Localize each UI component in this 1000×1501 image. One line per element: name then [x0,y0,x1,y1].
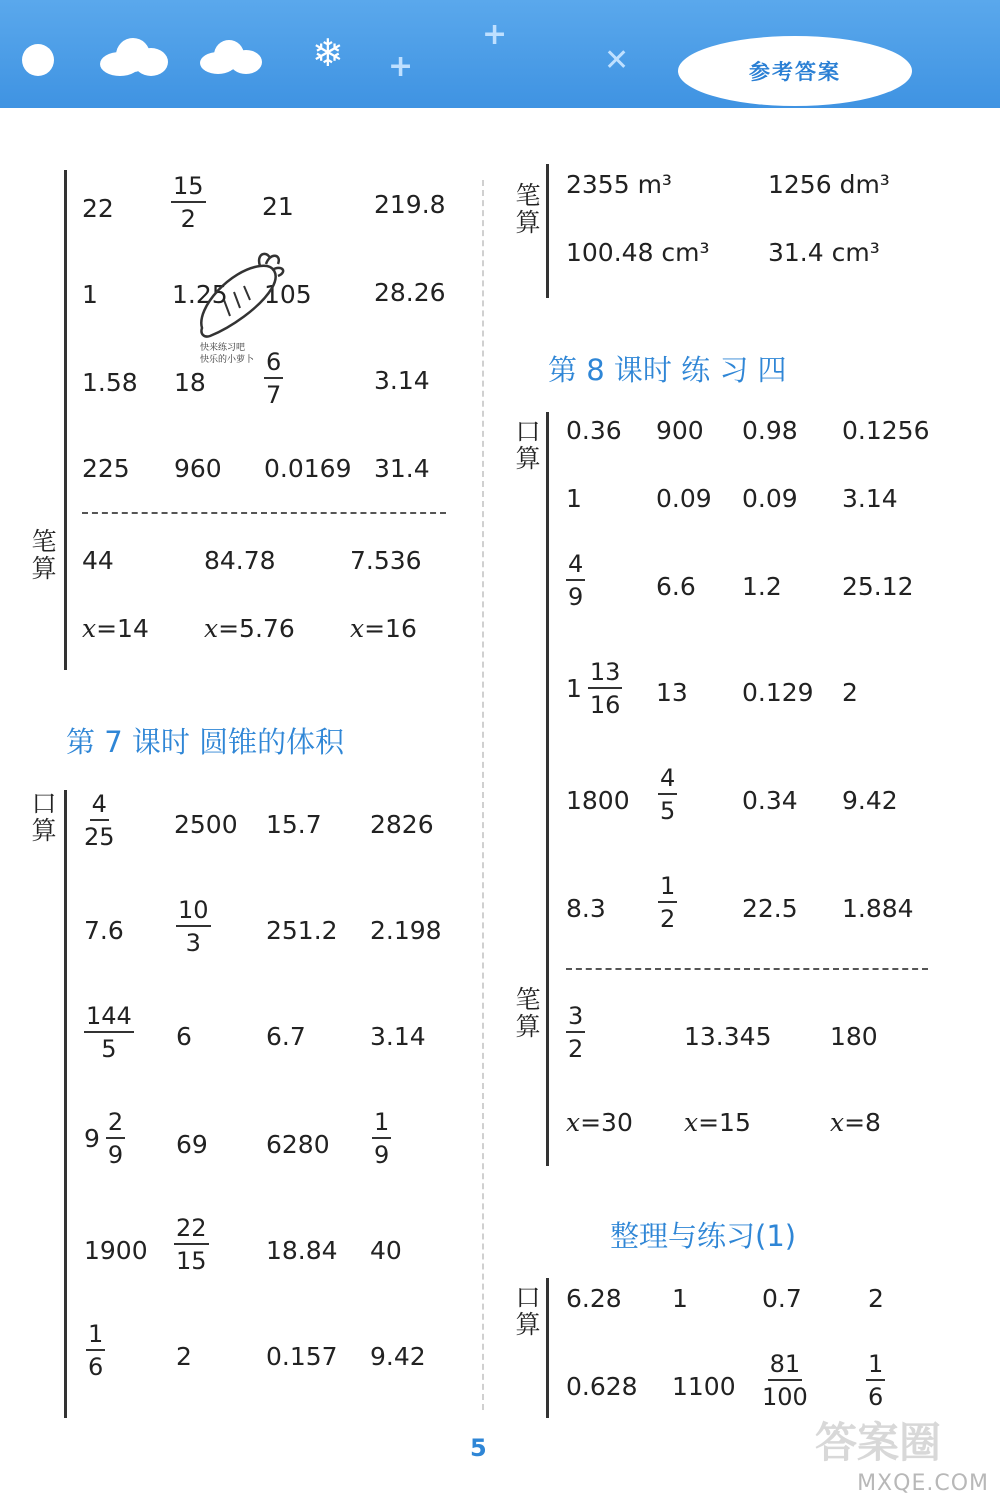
answer-fraction: $\frac{81}{100}$ [762,1350,808,1411]
answer-cell: 1.2 [742,572,782,601]
answer-cell: 0.09 [656,484,712,513]
answer-cell: 2 [868,1284,884,1313]
equation-answer: x=14 [82,614,149,643]
answer-fraction: $\frac{6}{7}$ [266,348,282,409]
answer-cell: 22.5 [742,894,798,923]
header-band [0,0,1000,108]
answer-fraction: $\frac{22}{15}$ [176,1214,207,1275]
watermark-logo: 答案圈 MXQE.COM [815,1418,989,1496]
answer-cell: 1.884 [842,894,914,923]
lesson7-bracket [64,790,67,1418]
answer-cell: 900 [656,416,704,445]
lesson8-title: 第 8 课时 练 习 四 [548,353,787,387]
lesson8-bracket [546,412,549,1166]
column-divider [482,180,484,1410]
answer-cell: 69 [176,1130,208,1159]
answer-cell: 2.198 [370,916,442,945]
kousuan-label: 口算 [28,790,57,844]
answer-cell: 0.09 [742,484,798,513]
answer-cell: 9.42 [842,786,898,815]
answer-cell: 44 [82,546,114,575]
answer-cell: 105 [264,280,312,309]
answer-cell: 0.0169 [264,454,352,483]
answer-cell: 0.129 [742,678,814,707]
cloud-icon [200,38,264,76]
equation-answer: x=5.76 [204,614,295,643]
kousuan-label: 口算 [512,1284,541,1338]
section-divider [566,968,928,970]
answer-cell: 3.14 [374,366,430,395]
answer-cell: 0.1256 [842,416,930,445]
answer-cell: 25.12 [842,572,914,601]
equation-answer: x=30 [566,1108,633,1137]
answer-cell: 22 [82,194,114,223]
answer-cell: 31.4 cm³ [768,238,880,267]
answer-fraction: $\frac{1}{2}$ [660,872,676,933]
equation-answer: x=8 [830,1108,881,1137]
answer-cell: 3.14 [842,484,898,513]
answer-fraction: $\frac{4}{5}$ [660,764,676,825]
answer-cell: 100.48 cm³ [566,238,710,267]
answer-cell: 0.36 [566,416,622,445]
answer-cell: 0.157 [266,1342,338,1371]
equation-answer: x=16 [350,614,417,643]
section-divider [82,512,446,514]
answer-cell: 18.84 [266,1236,338,1265]
answer-cell: 18 [174,368,206,397]
answer-label: 参考答案 [749,60,841,84]
answer-fraction: $\frac{144}{5}$ [86,1002,132,1063]
answer-fraction: $\frac{10}{3}$ [178,896,209,957]
answer-cell: 2 [176,1342,192,1371]
answer-cell: 0.628 [566,1372,638,1401]
answer-cell: 1800 [566,786,630,815]
page-number: 5 [470,1434,487,1462]
answer-fraction: $\frac{1}{6}$ [868,1350,884,1411]
review-bracket [546,1278,549,1418]
lesson7-title: 第 7 课时 圆锥的体积 [66,725,345,759]
plus-icon: + [482,17,508,52]
volume-bracket [546,164,549,298]
answer-cell: 219.8 [374,190,446,219]
plus-icon: + [388,49,414,84]
answer-cell: 180 [830,1022,878,1051]
answer-cell: 1 [566,484,582,513]
answer-cell: 1256 dm³ [768,170,890,199]
answer-cell: 3.14 [370,1022,426,1051]
answer-cell: 0.98 [742,416,798,445]
snowflake-icon: ❄ [312,31,344,75]
answer-cell: 13.345 [684,1022,772,1051]
answer-cell: 1100 [672,1372,736,1401]
answer-cell: 6280 [266,1130,330,1159]
cloud-icon [100,34,170,78]
answer-cell: 1.58 [82,368,138,397]
answer-cell: 0.7 [762,1284,802,1313]
circle-icon [22,44,54,76]
answer-fraction: $\frac{3}{2}$ [568,1002,584,1063]
answer-cell: 7.6 [84,916,124,945]
answer-cell: 1 [672,1284,688,1313]
answer-cell: 2355 m³ [566,170,672,199]
bisuan-label: 笔算 [512,986,541,1040]
answer-cell: 21 [262,192,294,221]
answer-fraction: $\frac{1}{9}$ [374,1108,390,1169]
answer-cell: 1 [82,280,98,309]
answer-cell: 0.34 [742,786,798,815]
answer-cell: 40 [370,1236,402,1265]
answer-cell: 28.26 [374,278,446,307]
review-title: 整理与练习(1) [610,1219,797,1253]
kousuan-label: 口算 [512,418,541,472]
answer-cell: 84.78 [204,546,276,575]
answer-cell: 6.6 [656,572,696,601]
answer-cell: 1900 [84,1236,148,1265]
answer-cell: 1.25 [172,280,228,309]
answer-cell: 2500 [174,810,238,839]
answer-cell: 8.3 [566,894,606,923]
answer-cell: 6.28 [566,1284,622,1313]
answer-cell: 7.536 [350,546,422,575]
carrot-caption: 快来练习吧 快乐的小萝卜 [200,343,255,365]
answer-fraction: $\frac{15}{2}$ [173,172,204,233]
plus-icon: ✕ [604,43,630,78]
left-top-bracket [64,170,67,670]
answer-cell: 960 [174,454,222,483]
answer-cell: 2826 [370,810,434,839]
answer-cell: 9.42 [370,1342,426,1371]
answer-fraction: $\frac{4}{9}$ [568,550,584,611]
answer-cell: 251.2 [266,916,338,945]
answer-badge [678,36,912,106]
answer-fraction: $\frac{4}{25}$ [84,790,115,851]
answer-cell: 225 [82,454,130,483]
equation-answer: x=15 [684,1108,751,1137]
answer-cell: 6.7 [266,1022,306,1051]
answer-cell: 6 [176,1022,192,1051]
answer-fraction: $\frac{1}{6}$ [88,1320,104,1381]
bisuan-label: 笔算 [28,528,57,582]
answer-mixed-number: 9 $\frac{2}{9}$ [84,1108,124,1169]
answer-cell: 2 [842,678,858,707]
answer-mixed-number: 1 $\frac{13}{16}$ [566,658,621,719]
answer-cell: 31.4 [374,454,430,483]
bisuan-label: 笔算 [512,182,541,236]
answer-cell: 15.7 [266,810,322,839]
answer-cell: 13 [656,678,688,707]
